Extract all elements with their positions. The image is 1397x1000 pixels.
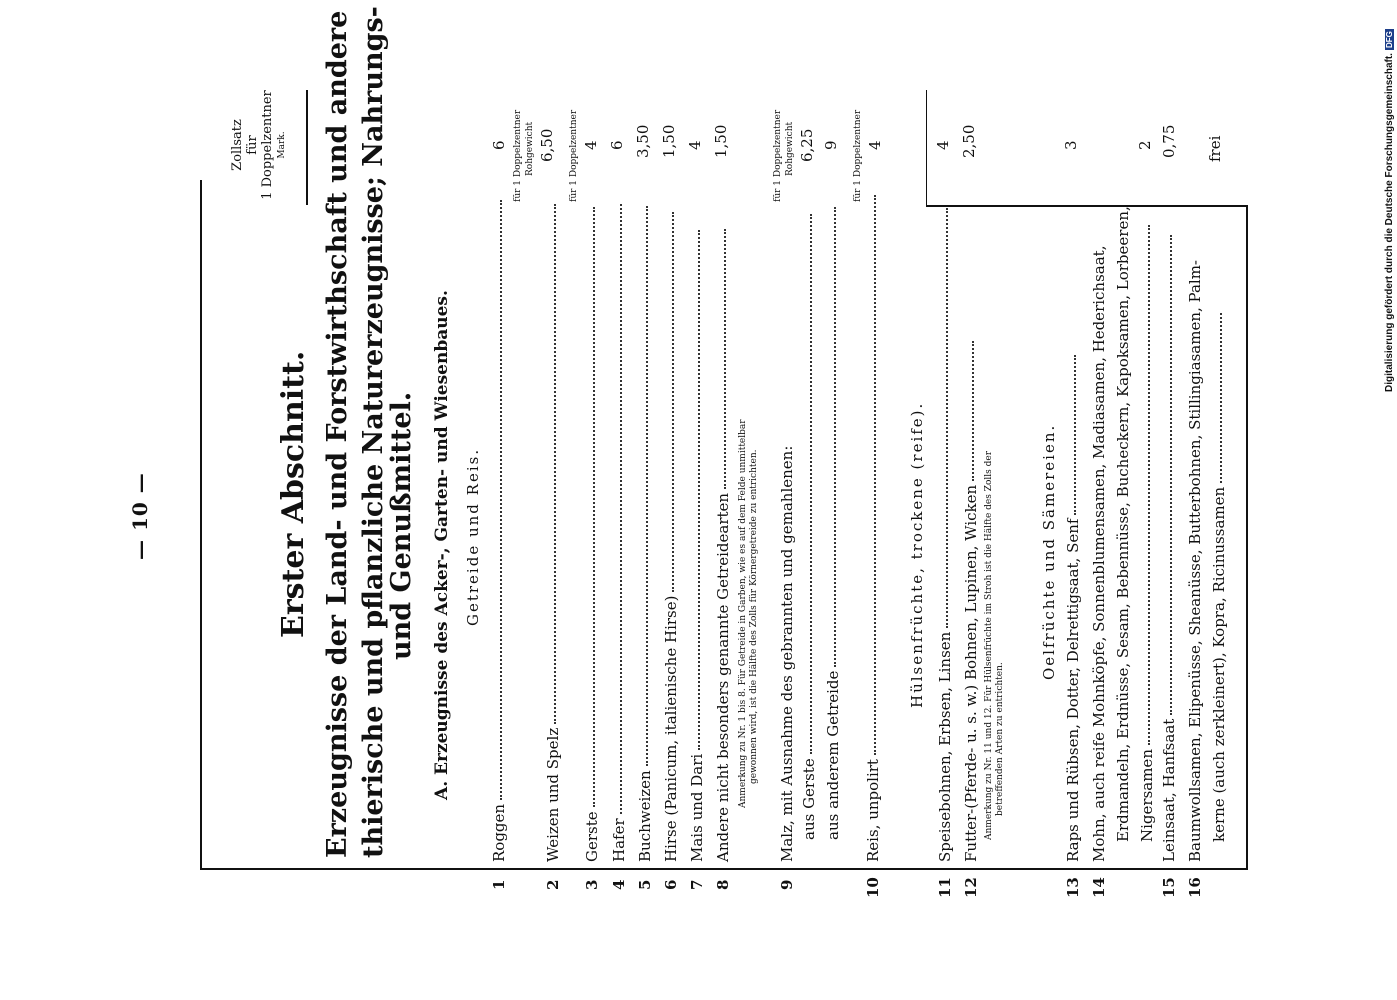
rate-value: 4 [866, 140, 884, 150]
item-number: 1 [490, 879, 508, 890]
rate-value: 9 [822, 140, 840, 150]
item-number: 5 [636, 879, 654, 890]
item-text-malz-gerste: aus Gerste [800, 214, 818, 840]
item-text-baumwolle: Baumwollsamen, Elipenüsse, Sheanüsse, Butterbohnen, Stillingiasamen, Palm- [1186, 260, 1204, 862]
item-text-raps: Raps und Rübsen, Dotter, Delrettigsaat, Senf [1064, 355, 1082, 862]
item-text-weizen: Weizen und Spelz [544, 204, 562, 862]
note-11-12: Anmerkung zu Nr. 11 und 12. Für Hülsenfrüchte im Stroh ist die Hälfte des Zolls der betreffenden Arten zu entrichten. [984, 450, 1005, 840]
item-text-speisebohnen: Speisebohnen, Erbsen, Linsen [936, 208, 954, 862]
header-bottom-line [926, 90, 927, 205]
rate-unit-note: Rohgewicht [525, 121, 535, 176]
rate-unit-note: für 1 Doppelzentner [513, 109, 523, 202]
heading-line-1: Erzeugnisse der Land- und Forstwirthschaft und andere [322, 10, 353, 858]
item-text-reis: Reis, unpolirt [864, 195, 882, 862]
heading-line-3: und Genußmittel. [386, 391, 417, 660]
dfg-logo: DFG [1385, 31, 1394, 49]
item-text-roggen: Roggen [490, 200, 508, 862]
rate-unit-note: für 1 Doppelzentner [773, 109, 783, 202]
rate-value: 4 [934, 140, 952, 150]
group-oel: Oelfrüchte und Sämereien. [1040, 423, 1058, 680]
group-getreide: Getreide und Reis. [464, 447, 482, 626]
item-text-mohn-3: Nigersamen [1138, 225, 1156, 842]
rate-vertical-rule [926, 90, 928, 870]
rate-value: 1,50 [660, 124, 678, 158]
rate-value: 4 [582, 140, 600, 150]
part-a-heading: A. Erzeugnisse des Acker-, Garten- und Wiesenbaues. [432, 290, 452, 800]
item-text-buchweizen: Buchweizen [636, 206, 654, 862]
item-number: 13 [1064, 877, 1082, 898]
right-border [1246, 205, 1248, 870]
item-text-hafer: Hafer [610, 204, 628, 862]
item-text-baumwolle-2: kerne (auch zerkleinert), Kopra, Ricinussamen [1210, 313, 1228, 842]
item-number: 7 [688, 879, 706, 890]
item-number: 15 [1160, 877, 1178, 898]
item-text-andere: Andere nicht besonders genannte Getreidearten [714, 229, 732, 862]
rate-value: 6,50 [538, 128, 556, 162]
rate-value: 0,75 [1160, 124, 1178, 158]
rate-unit-note: für 1 Doppelzentner [853, 109, 863, 202]
item-text-malz: Malz, mit Ausnahme des gebrannten und gemahlenen: [778, 445, 796, 862]
item-text-futter: Futter-(Pferde- u. s. w.) Bohnen, Lupinen, Wicken [962, 341, 980, 862]
rate-unit-note: Rohgewicht [785, 121, 795, 176]
item-text-gerste: Gerste [583, 207, 601, 862]
item-text-mohn: Mohn, auch reife Mohnköpfe, Sonnenblumensamen, Madiasamen, Hederichsaat, [1090, 245, 1108, 862]
rate-value: 3 [1062, 140, 1080, 150]
rate-value: 6 [490, 140, 508, 150]
item-number: 2 [544, 879, 562, 890]
item-number: 11 [936, 877, 954, 898]
left-border [200, 180, 202, 870]
item-text-leinsaat: Leinsaat, Hanfsaat [1160, 235, 1178, 862]
item-number: 3 [583, 879, 601, 890]
item-number: 16 [1186, 877, 1204, 898]
head-divider [306, 90, 308, 205]
rate-value: 3,50 [634, 124, 652, 158]
abschnitt-title: Erster Abschnitt. [276, 350, 311, 638]
rate-value: 2,50 [960, 124, 978, 158]
group-huelsen: Hülsenfrüchte, trockene (reife). [908, 401, 926, 708]
rate-value: 6,25 [798, 128, 816, 162]
dfg-credit: Digitalisierung gefördert durch die Deutsche Forschungsgemeinschaft.DFG [1384, 31, 1395, 392]
rate-value: 6 [608, 140, 626, 150]
rate-column-header: Zollsatz für 1 Doppelzentner Mark. [230, 90, 287, 200]
rate-value: frei [1206, 135, 1224, 162]
item-number: 4 [610, 879, 628, 890]
page-number: — 10 — [128, 472, 152, 560]
rate-value: 4 [686, 140, 704, 150]
item-number: 10 [864, 877, 882, 898]
item-text-mohn-2: Erdmandeln, Erdnüsse, Sesam, Bebennüsse, Bucheckern, Kapoksamen, Lorbeeren, [1114, 206, 1132, 842]
top-rule [200, 868, 1248, 870]
item-number: 9 [778, 879, 796, 890]
note-1-8: Anmerkung zu Nr. 1 bis 8. Für Getreide in Garben, wie es auf dem Felde unmittelbar gewonnen wird, ist die Hälfte des Zolls für Körnergetreide zu entrichten. [738, 419, 759, 808]
item-number: 6 [662, 879, 680, 890]
item-number: 12 [962, 877, 980, 898]
item-text-hirse: Hirse (Panicum, italienische Hirse) [662, 212, 680, 862]
item-number: 8 [714, 879, 732, 890]
item-text-malz-anderem: aus anderem Getreide [824, 207, 842, 840]
rate-value: 1,50 [712, 124, 730, 158]
rate-value: 2 [1136, 140, 1154, 150]
rate-column-rule [926, 205, 1246, 207]
rate-unit-note: für 1 Doppelzentner [569, 109, 579, 202]
heading-line-2: thierische und pflanzliche Naturerzeugnisse; Nahrungs- [358, 6, 389, 858]
item-number: 14 [1090, 877, 1108, 898]
item-text-mais: Mais und Dari [688, 230, 706, 862]
